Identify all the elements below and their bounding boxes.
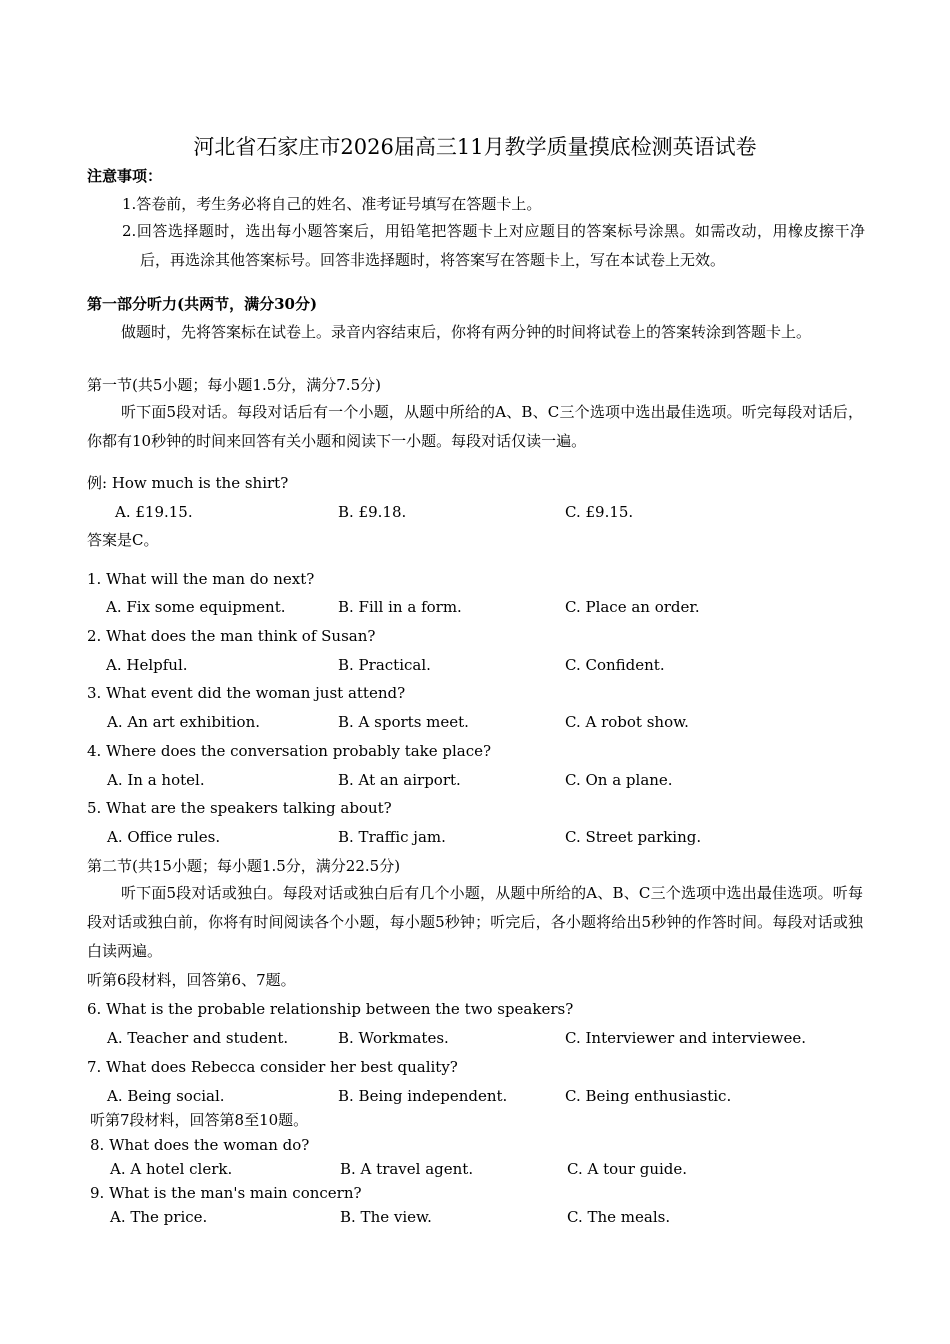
section1-heading: 第一节(共5小题；每小题1.5分，满分7.5分) (87, 376, 381, 394)
page-title: 河北省石家庄市2026届高三11月教学质量摸底检测英语试卷 (193, 135, 757, 159)
question-text: 2. What does the man think of Susan? (87, 627, 376, 645)
section2-heading: 第二节(共15小题；每小题1.5分，满分22.5分) (87, 857, 401, 875)
option-b: B. Being independent. (338, 1087, 508, 1105)
notice-item-1: 1.答卷前，考生务必将自己的姓名、准考证号填写在答题卡上。 (122, 195, 542, 213)
option-c: C. On a plane. (565, 771, 673, 789)
notice-item-2: 2.回答选择题时，选出每小题答案后，用铅笔把答题卡上对应题目的答案标号涂黑。如需改动，用橡皮擦干净后，再选涂其他答案标号。回答非选择题时，将答案写在答题卡上，写在本试卷上无效。 (122, 222, 865, 269)
option-a: A. Office rules. (107, 828, 221, 846)
option-a: A. Fix some equipment. (106, 598, 286, 616)
option-a: A. Teacher and student. (107, 1029, 289, 1047)
option-a: A. The price. (110, 1208, 208, 1226)
question-text: 7. What does Rebecca consider her best quality? (87, 1058, 458, 1076)
option-b: B. The view. (340, 1208, 432, 1226)
option-a: A. Being social. (107, 1087, 225, 1105)
part1-intro: 做题时，先将答案标在试卷上。录音内容结束后，你将有两分钟的时间将试卷上的答案转涂到答题卡上。 (121, 323, 812, 341)
option-c: C. Confident. (565, 656, 665, 674)
example-answer: 答案是C。 (87, 531, 159, 549)
material-7-heading: 听第7段材料，回答第8至10题。 (90, 1111, 309, 1129)
option-a: A. A hotel clerk. (110, 1160, 233, 1178)
option-c: C. Street parking. (565, 828, 702, 846)
option-b: B. Fill in a form. (338, 598, 462, 616)
option-c: C. Interviewer and interviewee. (565, 1029, 806, 1047)
option-a: A. An art exhibition. (107, 713, 261, 731)
option-b: B. Workmates. (338, 1029, 449, 1047)
material-6-heading: 听第6段材料，回答第6、7题。 (87, 971, 296, 989)
section2-intro: 听下面5段对话或独白。每段对话或独白后有几个小题，从题中所给的A、B、C三个选项中选出最佳选项。听每段对话或独白前，你将有时间阅读各个小题，每小题5秒钟；听完后，各小题将给出5秒钟的作答时间。每段对话或独白读两遍。 (87, 884, 863, 960)
example-option-c: C. £9.15. (565, 503, 634, 521)
section1-intro: 听下面5段对话。每段对话后有一个小题，从题中所给的A、B、C三个选项中选出最佳选项。听完每段对话后，你都有10秒钟的时间来回答有关小题和阅读下一小题。每段对话仅读一遍。 (87, 403, 863, 450)
option-c: C. A robot show. (565, 713, 689, 731)
question-text: 3. What event did the woman just attend? (87, 684, 406, 702)
part1-heading: 第一部分听力(共两节，满分30分) (87, 295, 318, 313)
question-text: 5. What are the speakers talking about? (87, 799, 392, 817)
option-a: A. In a hotel. (107, 771, 205, 789)
option-b: B. Practical. (338, 656, 431, 674)
question-text: 1. What will the man do next? (87, 570, 315, 588)
option-c: C. Place an order. (565, 598, 700, 616)
option-c: C. A tour guide. (567, 1160, 688, 1178)
option-b: B. A sports meet. (338, 713, 469, 731)
notice-heading: 注意事项： (87, 167, 163, 185)
question-text: 6. What is the probable relationship between the two speakers? (87, 1000, 574, 1018)
question-text: 4. Where does the conversation probably take place? (87, 742, 492, 760)
option-b: B. At an airport. (338, 771, 461, 789)
option-c: C. Being enthusiastic. (565, 1087, 732, 1105)
option-c: C. The meals. (567, 1208, 671, 1226)
option-a: A. Helpful. (106, 656, 188, 674)
example-option-b: B. £9.18. (338, 503, 407, 521)
question-text: 8. What does the woman do? (90, 1136, 310, 1154)
question-text: 9. What is the man's main concern? (90, 1184, 362, 1202)
example-option-a: A. £19.15. (115, 503, 193, 521)
example-question: 例: How much is the shirt? (87, 474, 289, 492)
option-b: B. A travel agent. (340, 1160, 474, 1178)
option-b: B. Traffic jam. (338, 828, 446, 846)
